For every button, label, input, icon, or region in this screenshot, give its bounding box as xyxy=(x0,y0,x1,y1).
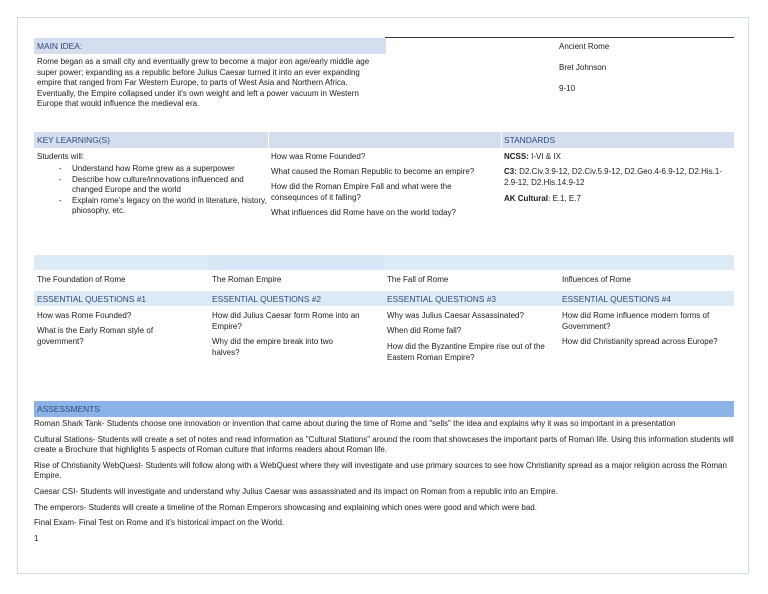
assessment-item: Caesar CSI- Students will investigate and understand why Julius Caesar was assassinated and its impact on Roman from a republic into an Empire. xyxy=(34,486,558,496)
units-band-accent xyxy=(209,255,384,270)
c3-value: D2.Civ.3.9-12, D2.Civ.5.9-12, D2.Geo.4-6.9-12, D2.His.1-2.9-12, D2.His.14.9-12 xyxy=(504,167,723,187)
ncss-label: NCSS: xyxy=(504,152,529,161)
assessment-item: Roman Shark Tank- Students choose one innovation or invention that came about during the time of Rome and "sells" the idea and explains why it was so important in a presentation xyxy=(34,419,676,428)
assessment-item: Rise of Christianity WebQuest- Students will follow along with a WebQuest where they will investigate and use primary sources to see how Christianity spread as a major religion across the Roman Empire. xyxy=(34,460,727,481)
eq-2-question: Why did the empire break into two halves? xyxy=(212,337,333,357)
standards-c3 xyxy=(504,167,732,188)
eq-4-question: How did Rome influence modern forms of Government? xyxy=(562,311,710,331)
main-idea-text: Rome began as a small city and eventually grew to become a major iron age/early middle age super power; expanding as a republic before Julius Caesar turned it into an ever expanding empire that ranged from Far Western Europe, to parts of West Asia and Northern Africa. Eventually, the Empire collapsed under it's own weight and left a power vacuum in Western Europe that would influence the medieval era. xyxy=(37,57,370,109)
key-learning-item: - Describe how culture/innovations influenced and changed Europe and the world xyxy=(37,175,267,196)
header-divider-1 xyxy=(268,132,269,148)
eq-3-question: How did the Byzantine Empire rise out of the Eastern Roman Empire? xyxy=(387,342,545,362)
page-number: 1 xyxy=(34,533,39,543)
key-learning-header: KEY LEARNING(S) xyxy=(37,135,110,145)
assessments-header: ASSESSMENTS xyxy=(34,401,734,417)
eq-2-question: How did Julius Caesar form Rome into an Empire? xyxy=(212,311,360,331)
eq-3-question: Why was Julius Caesar Assassinated? xyxy=(387,311,524,320)
c3-label: C3: xyxy=(504,167,517,176)
assessment-item: Cultural Stations- Students will create a set of notes and read information as "Cultural Stations" around the room that showcases the important parts of Roman life. Using this information students will create a Brochure that highlights 5 aspects of Roman culture that informs readers about Roman life. xyxy=(34,434,734,455)
ncss-value: I-VI & IX xyxy=(528,152,561,161)
key-learning-item: - Explain rome's legacy on the world in literature, history, phiosophy, etc. xyxy=(37,196,267,217)
info-top-rule xyxy=(385,37,734,38)
standards-ak xyxy=(504,194,732,205)
standards-header: STANDARDS xyxy=(504,135,556,145)
eq-1-question: How was Rome Founded? xyxy=(37,311,132,320)
ak-value: : E.1, E.7 xyxy=(548,194,581,203)
standards-ncss xyxy=(504,152,732,163)
unit-title-4: Influences of Rome xyxy=(562,275,631,284)
units-top-band xyxy=(34,255,734,270)
eq-4-question: How did Christianity spread across Europe? xyxy=(562,337,718,346)
eq-header-4: ESSENTIAL QUESTIONS #4 xyxy=(562,294,672,304)
unit-title-3: The Fall of Rome xyxy=(387,275,449,284)
course-title: Ancient Rome xyxy=(559,42,610,51)
unit-title-2: The Roman Empire xyxy=(212,275,282,284)
eq-header-1: ESSENTIAL QUESTIONS #1 xyxy=(37,294,147,304)
guiding-question: What caused the Roman Republic to become an empire? xyxy=(271,167,475,176)
key-learning-list xyxy=(37,164,267,217)
eq-header-3: ESSENTIAL QUESTIONS #3 xyxy=(387,294,497,304)
document-page xyxy=(17,17,749,574)
teacher-name: Bret Johnson xyxy=(559,63,607,72)
guiding-question: How did the Roman Empire Fall and what were the consequnces of it falling? xyxy=(271,182,452,202)
assessment-item: The emperors- Students will create a timeline of the Roman Emperors showcasing and explaining which ones were good and which were bad. xyxy=(34,502,537,512)
unit-title-1: The Foundation of Rome xyxy=(37,275,126,284)
eq-header-2: ESSENTIAL QUESTIONS #2 xyxy=(212,294,322,304)
eq-3-question: When did Rome fall? xyxy=(387,326,462,335)
assessments-list xyxy=(34,419,734,544)
key-learning-item: - Understand how Rome grew as a superpower xyxy=(37,164,267,175)
key-learning-header-bar xyxy=(34,132,734,148)
grade-levels: 9-10 xyxy=(559,84,576,93)
assessment-item: Final Exam- Final Test on Rome and it's historical impact on the World. xyxy=(34,518,285,528)
guiding-question: What influences did Rome have on the world today? xyxy=(271,208,456,217)
eq-1-question: What is the Early Roman style of government? xyxy=(37,326,154,346)
ak-label: AK Cultural xyxy=(504,194,548,203)
key-learning-intro: Students will: xyxy=(37,152,85,161)
main-idea-header: MAIN IDEA: xyxy=(34,38,386,54)
guiding-question: How was Rome Founded? xyxy=(271,152,366,161)
